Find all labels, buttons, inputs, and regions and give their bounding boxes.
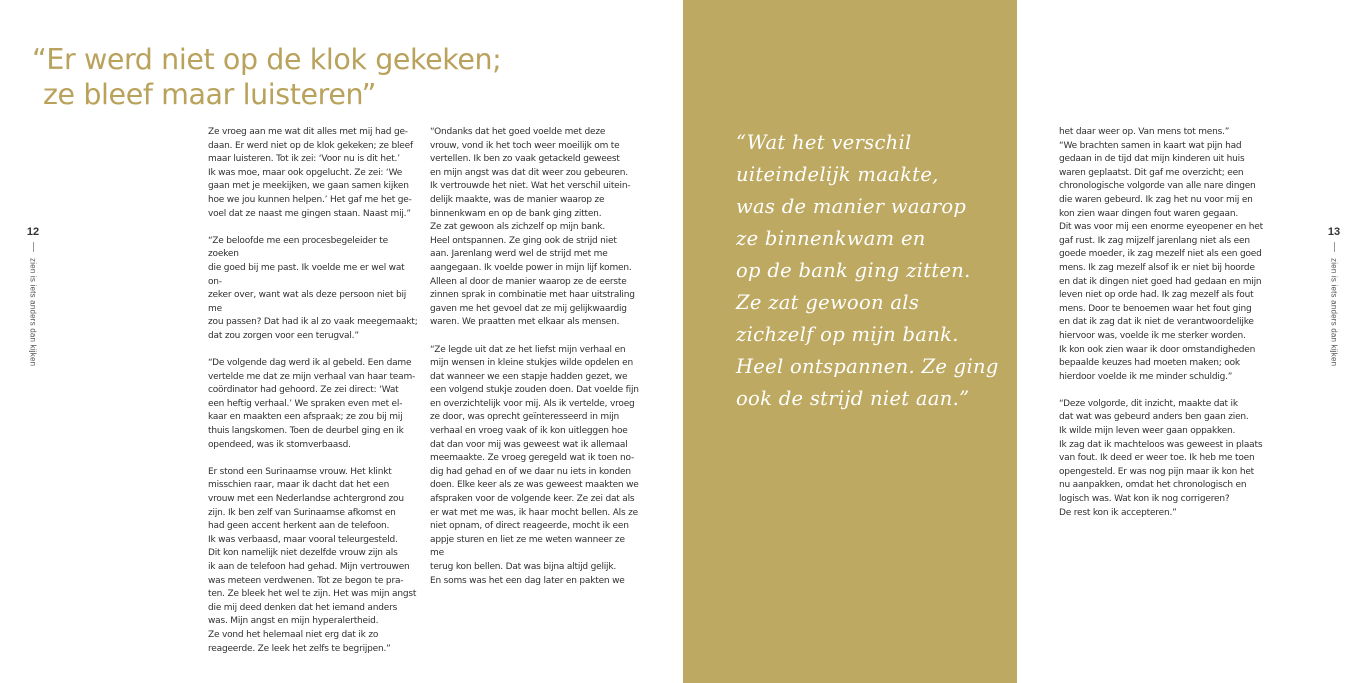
- folio-divider-left: [33, 242, 34, 252]
- page-number-left: 12: [26, 226, 40, 238]
- paragraph: “Ze beloofde me een procesbegeleider te zoeken die goed bij me past. Ik voelde me er wel wat on- zeker over, want wat als deze persoon niet bij me zou passen? Dat had ik al zo vaak meegemaakt; dat zou zorgen voor een terugval.”: [208, 235, 418, 341]
- paragraph: “Ondanks dat het goed voelde met deze vrouw, vond ik het toch weer moeilijk om te vertellen. Ik ben zo vaak getackeld geweest en mijn angst was dat dit weer zou gebeuren. Ik vertrouwde het niet. Wat het verschil uitein- delijk maakte, was de manier waarop ze binnenkwam en op de bank ging zitten. Ze zat gewoon als zichzelf op mijn bank. Heel ontspannen. Ze ging ook de strijd niet aan. Jarenlang werd wel de strijd met me aangegaan. Ik voelde power in mijn lijf komen. Alleen al door de manier waarop ze de eerste zinnen sprak in combinatie met haar uitstraling gaven me het gevoel dat ze mij gelijkwaardig waren. We praatten met elkaar als mensen.: [430, 127, 635, 328]
- text-column-3: [1059, 126, 1269, 520]
- pull-quote: “Wat het verschil uiteindelijk maakte, was de manier waarop ze binnenkwam en op de bank ging zitten. Ze zat gewoon als zichzelf op mijn bank. Heel ontspannen. Ze ging ook de strijd niet aan.”: [736, 131, 999, 410]
- paragraph: “Ze legde uit dat ze het liefst mijn verhaal en mijn wensen in kleine stukjes wilde opdelen en dat wanneer we een stapje hadden gezet, we een volgend stukje zouden doen. Dat voelde fijn en overzichtelijk voor mij. Als ik vertelde, vroeg ze door, was oprecht geïnteresseerd in mijn verhaal en vroeg vaak of ik kon uitleggen hoe dat dan voor mij was geweest wat ik allemaal meemaakte. Ze vroeg geregeld wat ik toen no- dig had gehad en of we daar nu iets in konden doen. Elke keer als ze was geweest maakten we afspraken voor de volgende keer. Ze zei dat als er wat met me was, ik haar mocht bellen. Als ze niet opnam, of direct reageerde, mocht ik een appje sturen en liet ze me weten wanneer ze me terug kon bellen. Dat was bijna altijd gelijk. En soms was het een dag later en pakten we: [430, 344, 639, 586]
- text-column-1: [208, 126, 418, 656]
- headline: [32, 42, 501, 112]
- paragraph: het daar weer op. Van mens tot mens.” “We brachten samen in kaart wat pijn had gedaan in de tijd dat mijn kinderen uit huis waren geplaatst. Dit gaf me overzicht; een chronologische volgorde van alle nare dingen die waren gebeurd. Ik zag het nu voor mij en kon zien waar dingen fout waren gegaan. Dit was voor mij een enorme eyeopener en het gaf rust. Ik zag mijzelf jarenlang niet als een goede moeder, ik zag mezelf niet als een goed mens. Ik zag mezelf alsof ik er niet bij hoorde en dat ik dingen niet goed had gedaan en mijn leven niet op orde had. Ik zag mezelf als fout mens. Door te benoemen waar het fout ging en dat ik zag dat ik niet de verantwoordelijke hiervoor was, voelde ik me sterker worden. Ik kon ook zien waar ik door omstandigheden bepaalde keuzes had moeten maken; ook hierdoor voelde ik me minder schuldig.”: [1059, 127, 1263, 382]
- paragraph: Er stond een Surinaamse vrouw. Het klinkt misschien raar, maar ik dacht dat het een vrouw met een Nederlandse achtergrond zou zijn. Ik ben zelf van Surinaamse afkomst en had geen accent herkent aan de telefoon. Ik was verbaasd, maar vooral teleurgesteld. Dit kon namelijk niet dezelfde vrouw zijn als ik aan de telefoon had gehad. Mijn vertrouwen was meteen verdwenen. Tot ze begon te pra- ten. Ze bleek het wel te zijn. Het was mijn angst die mij deed denken dat het iemand anders was. Mijn angst en mijn hyperalertheid. Ze vond het helemaal niet erg dat ik zo reageerde. Ze leek het zelfs te begrijpen.”: [208, 466, 417, 654]
- paragraph: Ze vroeg aan me wat dit alles met mij had ge- daan. Er werd niet op de klok gekeken; ze bleef maar luisteren. Tot ik zei: ‘Voor nu is dit het.’ Ik was moe, maar ook opgelucht. Ze zei: ‘We gaan met je meekijken, we gaan samen kijken hoe we jou kunnen helpen.’ Het gaf me het ge- voel dat ze naast me gingen staan. Naast mij.”: [208, 127, 413, 219]
- running-title-left: zien is iets anders dan kijken: [28, 258, 38, 367]
- page-number-right: 13: [1327, 226, 1341, 238]
- left-folio: [23, 226, 43, 366]
- headline-line-2: ze bleef maar luisteren”: [43, 78, 376, 111]
- paragraph: “De volgende dag werd ik al gebeld. Een dame vertelde me dat ze mijn verhaal van haar team- coördinator had gehoord. Ze zei direct: ‘Wat een heftig verhaal.’ We spraken even met el- kaar en maakten een afspraak; ze zou bij mij thuis langskomen. Toen de deurbel ging en ik opendeed, was ik stomverbaasd.: [208, 358, 416, 450]
- headline-line-1: “Er werd niet op de klok gekeken;: [32, 43, 502, 76]
- right-folio: [1324, 226, 1344, 366]
- running-title-right: zien is iets anders dan kijken: [1329, 258, 1339, 367]
- paragraph: “Deze volgorde, dit inzicht, maakte dat ik dat wat was gebeurd anders ben gaan zien. Ik wilde mijn leven weer gaan oppakken. Ik zag dat ik machteloos was geweest in plaats van fout. Ik deed er weer toe. Ik heb me toen opengesteld. Er was nog pijn maar ik kon het nu aanpakken, omdat het chronologisch en logisch was. Wat kon ik nog corrigeren? De rest kon ik accepteren.”: [1059, 398, 1263, 518]
- text-column-2: [430, 126, 640, 588]
- folio-divider-right: [1334, 242, 1335, 252]
